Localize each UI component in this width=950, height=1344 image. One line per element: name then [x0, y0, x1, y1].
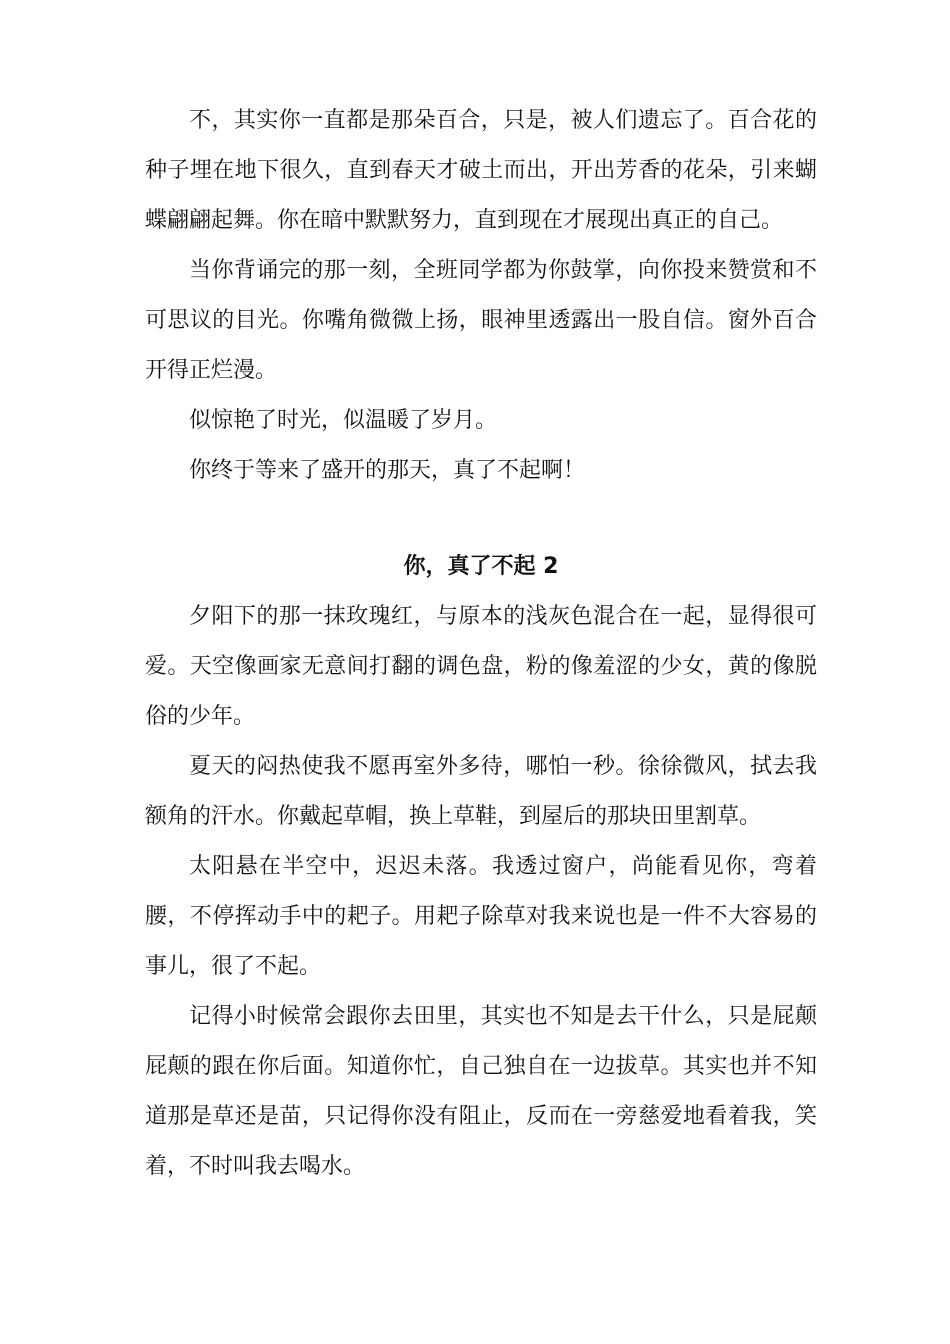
document-body [145, 96, 817, 1192]
section-title: 你，真了不起 2 [403, 554, 559, 579]
paragraph: 当你背诵完的那一刻，全班同学都为你鼓掌，向你投来赞赏和不可思议的目光。你嘴角微微上扬，眼神里透露出一股自信。窗外百合开得正烂漫。 [145, 258, 817, 383]
paragraph: 太阳悬在半空中，迟迟未落。我透过窗户，尚能看见你，弯着腰，不停挥动手中的耙子。用耙子除草对我来说也是一件不大容易的事儿，很了不起。 [145, 854, 817, 979]
paragraph: 记得小时候常会跟你去田里，其实也不知是去干什么，只是屁颠屁颠的跟在你后面。知道你忙，自己独自在一边拔草。其实也并不知道那是草还是苗，只记得你没有阻止，反而在一旁慈爱地看着我，笑着，不时叫我去喝水。 [145, 1004, 817, 1179]
paragraph: 不，其实你一直都是那朵百合，只是，被人们遗忘了。百合花的种子埋在地下很久，直到春天才破土而出，开出芳香的花朵，引来蝴蝶翩翩起舞。你在暗中默默努力，直到现在才展现出真正的自己。 [145, 108, 817, 233]
paragraph: 似惊艳了时光，似温暖了岁月。 [189, 408, 498, 433]
paragraph: 夏天的闷热使我不愿再室外多待，哪怕一秒。徐徐微风，拭去我额角的汗水。你戴起草帽，换上草鞋，到屋后的那块田里割草。 [145, 754, 817, 829]
paragraph: 你终于等来了盛开的那天，真了不起啊！ [189, 458, 586, 483]
paragraph: 夕阳下的那一抹玫瑰红，与原本的浅灰色混合在一起，显得很可爱。天空像画家无意间打翻的调色盘，粉的像羞涩的少女，黄的像脱俗的少年。 [145, 604, 817, 729]
